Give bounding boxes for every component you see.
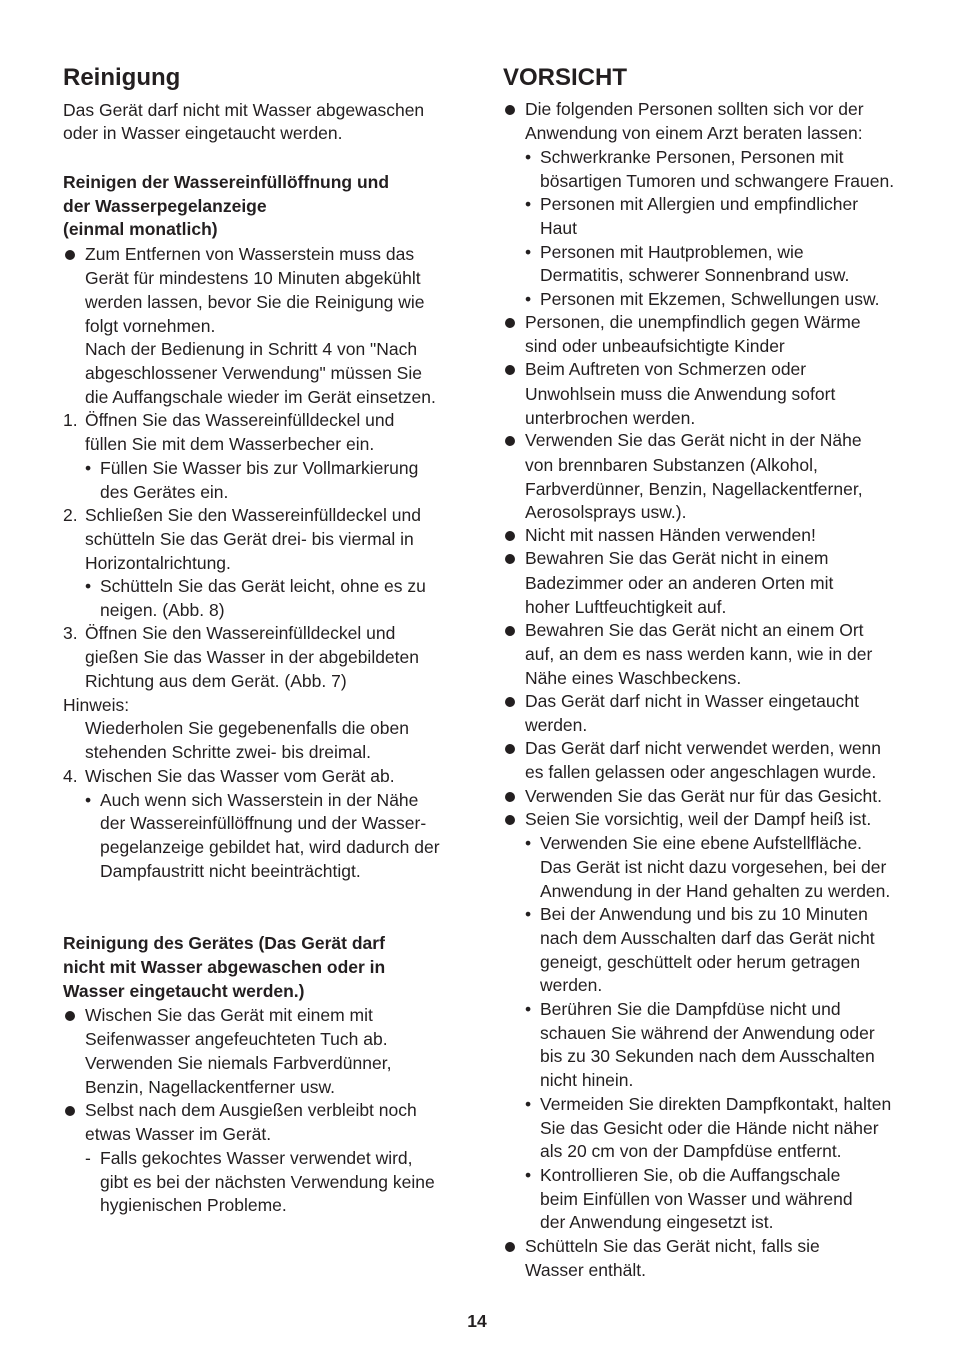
sub-bullet-text: Dermatitis, schwerer Sonnenbrand usw. [540, 265, 850, 285]
bullet-text: Gerät für mindestens 10 Minuten abgekühlt [85, 268, 421, 288]
sub-bullet-text: nicht hinein. [540, 1070, 634, 1090]
subheading-water-inlet: Reinigen der Wassereinfüllöffnung und [63, 172, 390, 192]
caution-text: Badezimmer oder an anderen Orten mit [525, 573, 834, 593]
sub-bullet-text: bis zu 30 Sekunden nach dem Ausschalten [540, 1046, 875, 1066]
sub-bullet-marker: • [525, 289, 532, 309]
sub-bullet-text: Anwendung in der Hand gehalten zu werden. [540, 881, 891, 901]
caution-text: sind oder unbeaufsichtigte Kinder [525, 336, 785, 356]
bullet-text: Wischen Sie das Gerät mit einem mit [85, 1005, 373, 1025]
sub-bullet-text: Füllen Sie Wasser bis zur Vollmarkierung [100, 458, 419, 478]
caution-text: Nicht mit nassen Händen verwenden! [525, 525, 816, 545]
sub-bullet-text: beim Einfüllen von Wasser und während [540, 1189, 853, 1209]
sub-bullet-text: Verwenden Sie eine ebene Aufstellfläche. [540, 833, 863, 853]
intro-line: oder in Wasser eingetaucht werden. [63, 123, 343, 143]
bullet-text: abgeschlossener Verwendung" müssen Sie [85, 363, 422, 383]
sub-bullet-marker: • [525, 1094, 532, 1114]
subheading-device-cleaning: nicht mit Wasser abgewaschen oder in [63, 957, 386, 977]
subheading-device-cleaning: Wasser eingetaucht werden.) [63, 981, 305, 1001]
bullet-dot [505, 815, 515, 825]
caution-text: Verwenden Sie das Gerät nur für das Gesicht. [525, 786, 882, 806]
caution-text: Unwohlsein muss die Anwendung sofort [525, 384, 836, 404]
subheading-device-cleaning: Reinigung des Gerätes (Das Gerät darf [63, 933, 385, 953]
dash-marker: - [85, 1148, 91, 1168]
bullet-text: Verwenden Sie niemals Farbverdünner, [85, 1053, 392, 1073]
bullet-dot [65, 1106, 75, 1116]
sub-bullet-marker: • [85, 458, 92, 478]
sub-bullet-marker: • [85, 790, 92, 810]
caution-text: Wasser enthält. [525, 1260, 646, 1280]
step-text: Horizontalrichtung. [85, 553, 231, 573]
step-text: Richtung aus dem Gerät. (Abb. 7) [85, 671, 347, 691]
caution-text: Bewahren Sie das Gerät nicht in einem [525, 548, 829, 568]
caution-text: es fallen gelassen oder angeschlagen wurde. [525, 762, 877, 782]
sub-bullet-marker: • [525, 194, 532, 214]
sub-bullet-text: Dampfaustritt nicht beeinträchtigt. [100, 861, 361, 881]
bullet-text: werden lassen, bevor Sie die Reinigung wie [85, 292, 425, 312]
step-number: 3. [63, 623, 78, 643]
caution-text: Das Gerät darf nicht verwendet werden, wenn [525, 738, 882, 758]
sub-bullet-marker: • [525, 833, 532, 853]
sub-bullet-text: Bei der Anwendung und bis zu 10 Minuten [540, 904, 868, 924]
bullet-dot [65, 250, 75, 260]
sub-bullet-text: Vermeiden Sie direkten Dampfkontakt, halten [540, 1094, 892, 1114]
heading-vorsicht: VORSICHT [503, 64, 628, 91]
bullet-text: die Auffangschale wieder im Gerät einsetzen. [85, 387, 436, 407]
sub-bullet-text: bösartigen Tumoren und schwangere Frauen. [540, 171, 895, 191]
sub-bullet-marker: • [525, 904, 532, 924]
sub-bullet-text: nach dem Ausschalten darf das Gerät nicht [540, 928, 875, 948]
bullet-dot [505, 318, 515, 328]
bullet-text: Benzin, Nagellackentferner usw. [85, 1077, 335, 1097]
caution-text: Verwenden Sie das Gerät nicht in der Nähe [525, 430, 862, 450]
sub-bullet-text: werden. [540, 975, 603, 995]
sub-bullet-text: der Wassereinfüllöffnung und der Wasser- [100, 813, 427, 833]
sub-bullet-text: Kontrollieren Sie, ob die Auffangschale [540, 1165, 841, 1185]
sub-bullet-text: Personen mit Hautproblemen, wie [540, 242, 804, 262]
subheading-water-inlet: der Wasserpegelanzeige [63, 196, 267, 216]
bullet-text: Zum Entfernen von Wasserstein muss das [85, 244, 415, 264]
step-text: Schließen Sie den Wassereinfülldeckel und [85, 505, 421, 525]
heading-reinigung: Reinigung [63, 64, 181, 91]
sub-bullet-marker: • [525, 147, 532, 167]
bullet-dot [505, 626, 515, 636]
bullet-text: Nach der Bedienung in Schritt 4 von "Nach [85, 339, 418, 359]
caution-text: Farbverdünner, Benzin, Nagellackentferner, [525, 479, 863, 499]
sub-bullet-text: neigen. (Abb. 8) [100, 600, 225, 620]
bullet-dot [505, 531, 515, 541]
intro-line: Das Gerät darf nicht mit Wasser abgewaschen [63, 100, 425, 120]
bullet-dot [505, 554, 515, 564]
step-text: füllen Sie mit dem Wasserbecher ein. [85, 434, 375, 454]
step-text: Öffnen Sie das Wassereinfülldeckel und [85, 410, 395, 430]
caution-text: Personen, die unempfindlich gegen Wärme [525, 312, 861, 332]
bullet-text: Selbst nach dem Ausgießen verbleibt noch [85, 1100, 417, 1120]
sub-bullet-text: Personen mit Allergien und empfindlicher [540, 194, 859, 214]
caution-text: werden. [525, 715, 588, 735]
caution-text: unterbrochen werden. [525, 408, 696, 428]
sub-bullet-text: des Gerätes ein. [100, 482, 229, 502]
bullet-dot [505, 105, 515, 115]
bullet-dot [65, 1011, 75, 1021]
caution-text: Seien Sie vorsichtig, weil der Dampf heiß ist. [525, 809, 872, 829]
hint-label: Hinweis: [63, 695, 130, 715]
step-text: Öffnen Sie den Wassereinfülldeckel und [85, 623, 396, 643]
caution-text: hoher Luftfeuchtigkeit auf. [525, 597, 727, 617]
sub-bullet-text: schauen Sie während der Anwendung oder [540, 1023, 875, 1043]
sub-bullet-marker: • [525, 242, 532, 262]
step-number: 1. [63, 410, 78, 430]
dash-item-text: Falls gekochtes Wasser verwendet wird, [100, 1148, 413, 1168]
sub-bullet-text: Haut [540, 218, 577, 238]
hint-text: stehenden Schritte zwei- bis dreimal. [85, 742, 371, 762]
caution-text: Das Gerät darf nicht in Wasser eingetaucht [525, 691, 859, 711]
dash-item-text: gibt es bei der nächsten Verwendung keine [100, 1172, 435, 1192]
step-number: 4. [63, 766, 78, 786]
caution-text: Die folgenden Personen sollten sich vor der [525, 99, 864, 119]
dash-item-text: hygienischen Probleme. [100, 1195, 287, 1215]
bullet-dot [505, 744, 515, 754]
bullet-dot [505, 436, 515, 446]
bullet-text: etwas Wasser im Gerät. [85, 1124, 272, 1144]
sub-bullet-text: Schwerkranke Personen, Personen mit [540, 147, 844, 167]
sub-bullet-text: pegelanzeige gebildet hat, wird dadurch der [100, 837, 440, 857]
sub-bullet-text: Sie das Gesicht oder die Hände nicht näher [540, 1118, 879, 1138]
page-number: 14 [467, 1311, 487, 1331]
sub-bullet-marker: • [525, 1165, 532, 1185]
caution-text: Nähe eines Waschbeckens. [525, 668, 742, 688]
bullet-dot [505, 365, 515, 375]
caution-text: von brennbaren Substanzen (Alkohol, [525, 455, 818, 475]
sub-bullet-marker: • [85, 576, 92, 596]
caution-text: Aerosolsprays usw.). [525, 502, 687, 522]
sub-bullet-text: geneigt, geschüttelt oder herum getragen [540, 952, 861, 972]
sub-bullet-text: Schütteln Sie das Gerät leicht, ohne es zu [100, 576, 426, 596]
step-text: Wischen Sie das Wasser vom Gerät ab. [85, 766, 395, 786]
caution-text: Bewahren Sie das Gerät nicht an einem Ort [525, 620, 864, 640]
subheading-water-inlet: (einmal monatlich) [63, 219, 218, 239]
sub-bullet-marker: • [525, 999, 532, 1019]
sub-bullet-text: Auch wenn sich Wasserstein in der Nähe [100, 790, 419, 810]
bullet-dot [505, 792, 515, 802]
step-text: schütteln Sie das Gerät drei- bis viermal in [85, 529, 414, 549]
bullet-text: folgt vornehmen. [85, 316, 216, 336]
sub-bullet-text: als 20 cm von der Dampfdüse entfernt. [540, 1141, 842, 1161]
caution-text: Anwendung von einem Arzt beraten lassen: [525, 123, 863, 143]
bullet-dot [505, 697, 515, 707]
sub-bullet-text: Personen mit Ekzemen, Schwellungen usw. [540, 289, 880, 309]
bullet-text: Seifenwasser angefeuchteten Tuch ab. [85, 1029, 388, 1049]
hint-text: Wiederholen Sie gegebenenfalls die oben [85, 718, 409, 738]
caution-text: Schütteln Sie das Gerät nicht, falls sie [525, 1236, 820, 1256]
sub-bullet-text: Das Gerät ist nicht dazu vorgesehen, bei der [540, 857, 887, 877]
step-text: gießen Sie das Wasser in der abgebildeten [85, 647, 419, 667]
caution-text: auf, an dem es nass werden kann, wie in der [525, 644, 873, 664]
sub-bullet-text: der Anwendung eingesetzt ist. [540, 1212, 774, 1232]
caution-text: Beim Auftreten von Schmerzen oder [525, 359, 807, 379]
step-number: 2. [63, 505, 78, 525]
bullet-dot [505, 1242, 515, 1252]
sub-bullet-text: Berühren Sie die Dampfdüse nicht und [540, 999, 841, 1019]
